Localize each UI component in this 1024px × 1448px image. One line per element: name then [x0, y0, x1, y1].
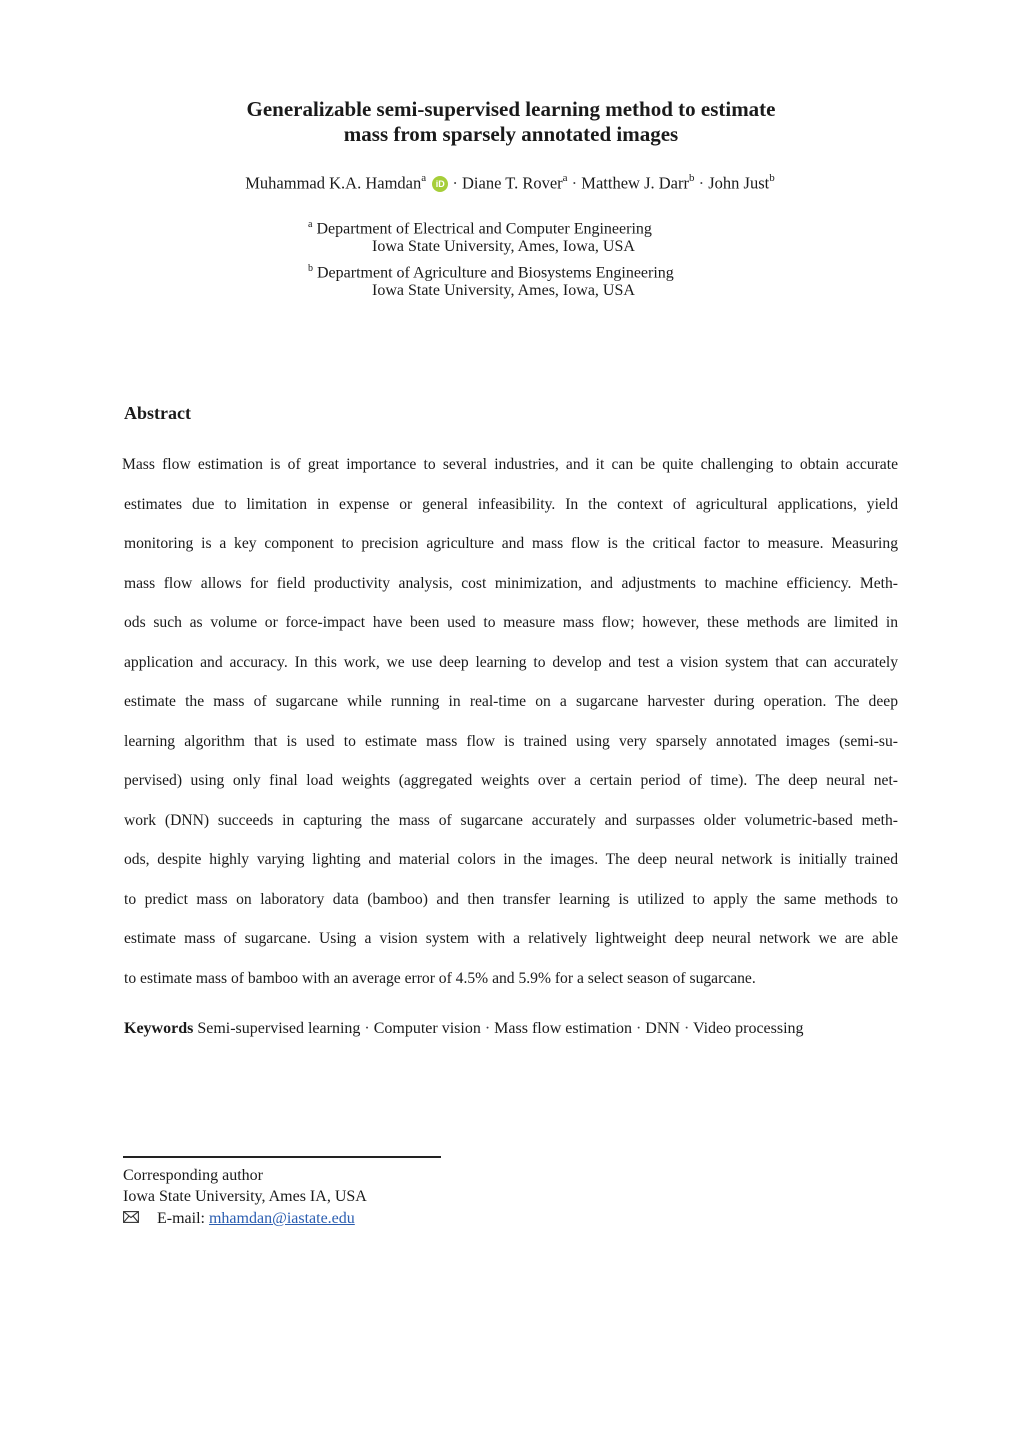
affiliation-sup: a — [308, 219, 313, 230]
title-line-2: mass from sparsely annotated images — [343, 122, 679, 146]
author-separator: · — [452, 173, 458, 193]
abstract-line: ods, despite highly varying lighting and material colors in the images. The deep neural network is initially trained — [124, 851, 898, 868]
author-name: John Just — [708, 173, 770, 193]
author-separator: · — [571, 173, 578, 193]
abstract-body — [124, 445, 898, 998]
author-name: Diane T. Rover — [462, 173, 563, 193]
abstract-line: application and accuracy. In this work, we use deep learning to develop and test a vision system that can accurately — [124, 653, 898, 671]
footnote-divider — [123, 1156, 441, 1158]
abstract-heading: Abstract — [124, 403, 191, 423]
abstract-line: estimate mass of sugarcane. Using a vision system with a relatively lightweight deep neural network we are able — [124, 930, 898, 947]
email-link[interactable]: mhamdan@iastate.edu — [208, 1210, 355, 1227]
abstract-line: estimates due to limitation in expense or general infeasibility. In the context of agricultural applications, yield — [124, 495, 898, 513]
envelope-icon — [123, 1208, 139, 1229]
author-affil-sup: a — [421, 172, 427, 184]
title-line-1: Generalizable semi-supervised learning method to estimate — [246, 97, 776, 121]
author-name: Matthew J. Darr — [581, 173, 689, 193]
author-address: Iowa State University, Ames IA, USA — [123, 1188, 367, 1205]
email-line — [123, 1208, 355, 1229]
author-affil-sup: a — [562, 172, 568, 184]
author-separator: · — [698, 173, 705, 193]
abstract-line: mass flow allows for field productivity analysis, cost minimization, and adjustments to machine efficiency. Meth- — [124, 574, 898, 592]
abstract-line: work (DNN) succeeds in capturing the mass of sugarcane accurately and surpasses older volumetric-based meth- — [124, 811, 898, 829]
orcid-icon[interactable]: iD — [432, 176, 448, 192]
keyword-separator: · — [635, 1020, 642, 1037]
keyword-separator: · — [364, 1020, 370, 1037]
abstract-line: estimate the mass of sugarcane while running in real-time on a sugarcane harvester during operation. The deep — [124, 693, 898, 710]
keyword-item: Video processing — [692, 1020, 804, 1037]
author-affil-sup: b — [688, 172, 695, 184]
abstract-line: to estimate mass of bamboo with an average error of 4.5% and 5.9% for a select season of sugarcane. — [124, 969, 756, 987]
author-list — [0, 168, 1020, 195]
abstract-line: monitoring is a key component to precision agriculture and mass flow is the critical factor to measure. Measuring — [124, 535, 898, 552]
affiliation-univ: Iowa State University, Ames, Iowa, USA — [372, 238, 635, 255]
paper-title — [0, 97, 1022, 147]
abstract-line: ods such as volume or force-impact have been used to measure mass flow; however, these methods are limited in — [124, 614, 898, 631]
affiliation-dept-text: Department of Agriculture and Biosystems Engineering — [317, 264, 674, 282]
keywords-line — [124, 1020, 804, 1038]
keyword-separator: · — [484, 1020, 491, 1037]
keywords-label: Keywords — [124, 1020, 194, 1037]
keyword-item: Semi-supervised learning — [197, 1020, 361, 1037]
keyword-item: Computer vision — [373, 1020, 481, 1037]
abstract-line: pervised) using only final load weights (aggregated weights over a certain period of time). The deep neural net- — [124, 772, 898, 789]
abstract-line: learning algorithm that is used to estimate mass flow is trained using very sparsely annotated images (semi-su- — [124, 732, 898, 750]
author-name: Muhammad K.A. Hamdan — [245, 173, 422, 193]
author-affil-sup: b — [769, 172, 775, 184]
affiliation-dept-text: Department of Electrical and Computer Engineering — [316, 220, 652, 238]
keyword-separator: · — [683, 1020, 690, 1037]
abstract-line: Mass flow estimation is of great importance to several industries, and it can be quite challenging to obtain accurate — [122, 456, 898, 473]
envelope-icon-svg — [123, 1211, 139, 1223]
keyword-item: DNN — [645, 1020, 680, 1037]
email-label: E-mail: — [157, 1210, 205, 1227]
abstract-line: to predict mass on laboratory data (bamboo) and then transfer learning is utilized to apply the same methods to — [124, 890, 898, 908]
corresponding-author-note: Corresponding author — [123, 1167, 263, 1184]
affiliation-sup: b — [308, 263, 313, 274]
keyword-item: Mass flow estimation — [494, 1020, 632, 1037]
affiliation-univ: Iowa State University, Ames, Iowa, USA — [372, 282, 635, 299]
